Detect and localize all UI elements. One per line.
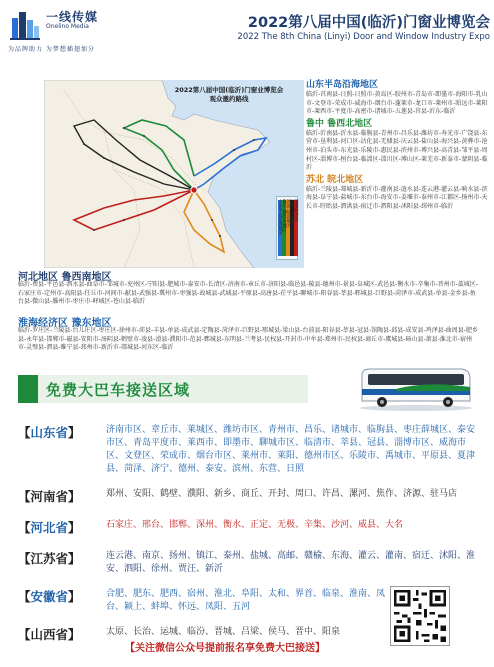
legend-label: 苏北 皖北地区 [285,199,291,228]
map-graphic [44,80,304,268]
page-subtitle: 2022 The 8th China (Linyi) Door and Window Industry Expo [237,32,490,42]
province-name: 【河北省】 [18,520,81,535]
province-cities: 石家庄、邢台、邯郸、深州、衡水、正定、无极、辛集、沙河、威县、大名 [106,520,404,530]
province-row [18,423,480,483]
province-cities: 郑州、安阳、鹤壁、濮阳、新乡、商丘、开封、周口、许昌、漯河、焦作、济源、驻马店 [106,489,458,499]
province-label: 山西省 [30,627,69,642]
footer-notice: 【关注微信公众号提前报名享免费大巴接送】 [125,643,325,654]
map-title-line2: 观众邀约路线 [209,95,249,104]
province-cities: 连云港、南京、扬州、镇江、泰州、盐城、高邮、赣榆、东海、灌云、灌南、宿迁、沭阳、淮安、泗阳、徐州、贾汪、新沂 [106,551,476,574]
province-name: 【山东省】 [18,425,81,440]
bus-icon [356,365,474,411]
province-label: 山东省 [30,425,69,440]
province-row [18,549,480,581]
route-map [44,80,304,268]
logo [6,6,124,56]
province-row [18,587,388,619]
province-cities: 太原、长治、运城、临汾、晋城、吕梁、侯马、晋中、阳泉 [106,627,341,637]
province-row [18,518,480,538]
province-label: 安徽省 [30,589,69,604]
logo-name: 一线传媒 [46,10,99,24]
free-bus-banner [18,375,308,403]
logo-building-icon [8,8,42,40]
region-routes-right [306,80,490,214]
province-name: 【河南省】 [18,489,81,504]
map-legend [276,196,298,260]
legend-label: 河北地区 [289,199,295,217]
region-title-central: 鲁中 鲁西北地区 [306,118,373,129]
region-route-coastal: 临沂-莒南县-日照-日照市-黄岛区-胶州市-青岛市-即墨市-海阳市-乳山市-文登市-荣成市-威海市-烟台市-蓬莱市-龙口市-莱州市-昭远市-莱阳市-莱西市-平度市-高密市-诸城市-五莲县-莒县-沂东-临沂 [306,91,488,116]
province-label: 河南省 [30,489,69,504]
region-title-north-jiangsu: 苏北 皖北地区 [306,174,364,185]
region-route-hebei: 临沂-费县-平邑县-泗水县-曲阜市-邹城市-兖州区-宁阳县-肥城市-泰安市-长清区-济南市-章丘市-济阳县-临邑县-陵县-德州市-景县-阜城区-武邑县-衡水市-辛集市-晋州市-藁城区-石家庄市-定州市-高阳县-任丘市-河间市-献县-武强县-冀州市-枣强县-故城县-武城县-平原县-高唐县-茌平县-聊城市-阳谷县-莘县-郓城县-巨野县-菏泽市-成武县-单县-金乡县-鱼台县-微山县-滕州市-枣庄市-峄城区-苍山县-临沂 [18,281,478,306]
province-label: 江苏省 [30,551,69,566]
region-title-coastal: 山东半岛沿海地区 [306,80,379,90]
header [6,4,490,60]
legend-label: 鲁中 鲁西北地区 [281,199,287,232]
province-cities: 济南市区、章丘市、莱城区、潍坊市区、青州市、昌乐、诸城市、临朐县、枣庄薛城区、泰安市区、青岛平度市、莱西市、即墨市、聊城市区、临清市、莘县、冠县、淄博市区、威海市区、文登区、荣成市、烟台市区、莱州市、莱阳、德州市区、乐陵市、禹城市、平原县、夏津县、菏泽、济宁、德州、泰安、滨州、东营、日照 [106,425,476,474]
map-title [164,86,294,104]
logo-slogan: 为品牌助力 为梦想插翅加分 [8,46,95,53]
province-name: 【江苏省】 [18,551,81,566]
region-title-huaihai: 淮海经济区 豫东地区 [18,318,112,329]
region-route-north-jiangsu: 临沂-兰陵县-郯城县-新沂市-灌南县-涟水县-连云港-灌云县-响水县-滨海县-阜宁县-盐城市-东台市-海安市-姜堰市-泰州市-江都区-扬州市-天长市-盱眙县-泗洪县-宿迁市-泗阳县-沭阳县-邳州市-临沂 [306,185,488,210]
province-name: 【山西省】 [18,627,81,642]
legend-label: 淮海经济区 [293,199,299,222]
logo-english: Onelino Media [46,23,89,30]
region-route-huaihai: 临沂-罗庄区-兰陵县-台儿庄区-枣庄区-徐州市-沛县-丰县-单县-成武县-定陶县-菏泽市-巨野县-郓城县-梁山县-台前县-阳谷县-莘县-冠县-馆陶县-邱县-成安县-鸡泽县-曲周县-肥乡县-永年县-邯郸市-磁县-安阳市-汤阴县-鹤壁市-浚县-滑县-濮阳市-范县-鄄城县-东明县-兰考县-民权县-开封市-中牟县-郑州市-民权县-商丘市-虞城县-砀山县-萧县-淮北市-宿州市-灵璧县-泗县-睢宁县-邳州市-新沂市-郯城县-河东区-临沂 [18,327,478,352]
province-cities: 合肥、肥东、肥西、宿州、淮北、阜阳、太和、界首、临泉、淮南、凤台、颍上、蚌埠、怀远、凤阳、五河 [106,589,386,612]
free-bus-title: 免费大巴车接送区域 [46,381,191,399]
province-row [18,625,388,642]
province-row [18,487,480,507]
qr-code-icon[interactable] [390,586,450,646]
region-title-hebei: 河北地区 鲁西南地区 [18,272,112,283]
page-title: 2022第八届中国(临沂)门窗业博览会 [247,15,490,31]
province-name: 【安徽省】 [18,589,81,604]
legend-label: 山东半岛沿海地区 [277,199,283,235]
region-route-central: 临沂-沂南县-沂水县-临朐县-青州市-昌乐县-潍坊市-寿光市-广饶县-东营市-垦利县-河口区-沾化县-无棣县-庆云县-盐山县-海兴县-黄骅市-沧州市-泊头市-东光县-乐陵市-惠民县-滨州市-博兴县-高青县-邹平县-周村区-淄博市-桓台县-临淄区-淄川区-博山区-莱芜市-新泰市-蒙阴县-临沂 [306,129,488,172]
map-title-line1: 2022第八届中国(临沂)门窗业博览会 [174,86,284,94]
province-label: 河北省 [30,520,69,535]
